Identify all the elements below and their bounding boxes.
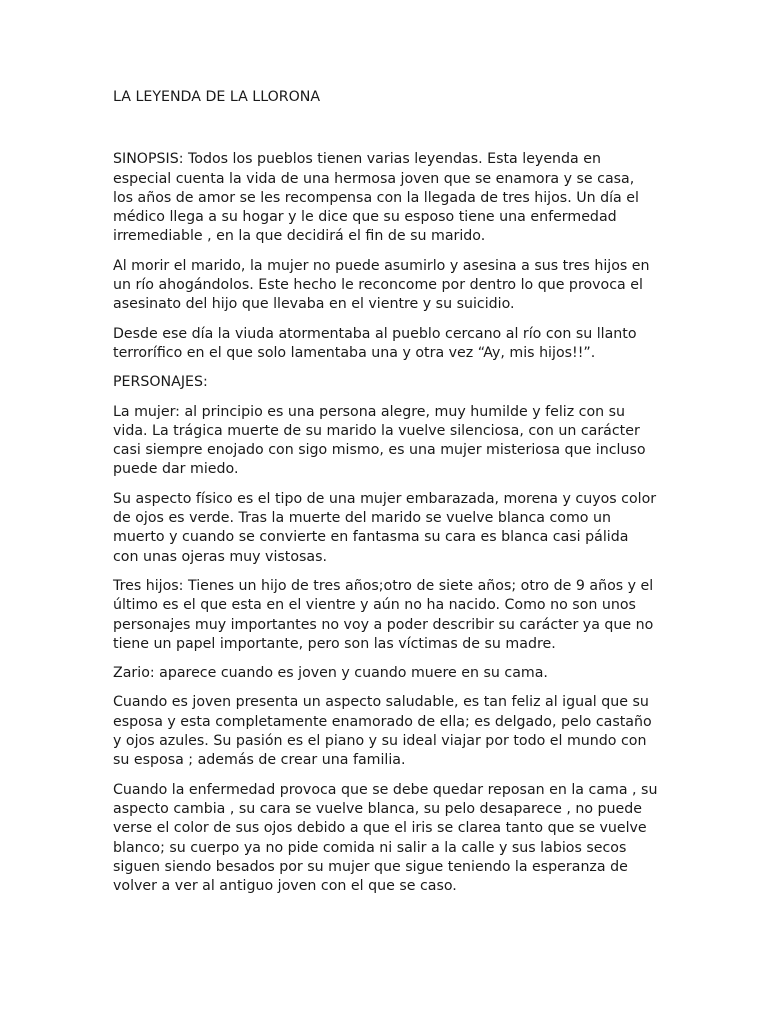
paragraph-zario-illness: Cuando la enfermedad provoca que se debe quedar reposan en la cama , su aspecto cambia , su cara se vuelve blanca, su pelo desaparece , no puede verse el color de sus ojos debido a que el iris se clarea tanto que se vuelve blanco; su cuerpo ya no pide comida ni salir a la calle y sus labios secos siguen siendo besados por su mujer que sigue teniendo la esperanza de volver a ver al antiguo joven con el que se caso. (113, 781, 658, 895)
paragraph-woman-appearance: Su aspecto físico es el tipo de una mujer embarazada, morena y cuyos color de ojos es verde. Tras la muerte del marido se vuelve blanca como un muerto y cuando se convierte en fantasma su cara es blanca casi pálida con unas ojeras muy vistosas. (113, 490, 657, 565)
paragraph-widow-lament: Desde ese día la viuda atormentaba al pueblo cercano al río con su llanto terrorífico en el que solo lamentaba una y otra vez “Ay, mis hijos!!”. (113, 325, 637, 361)
paragraph-character-woman: La mujer: al principio es una persona alegre, muy humilde y feliz con su vida. La trágica muerte de su marido la vuelve silenciosa, con un carácter casi siempre enojado con sigo mismo, es una mujer misteriosa que incluso puede dar miedo. (113, 403, 646, 478)
section-heading-personajes: PERSONAJES: (113, 374, 208, 391)
paragraph-zario-young: Cuando es joven presenta un aspecto saludable, es tan feliz al igual que su esposa y esta completamente enamorado de ella; es delgado, pelo castaño y ojos azules. Su pasión es el piano y su ideal viajar por todo el mundo con su esposa ; además de crear una familia. (113, 694, 652, 769)
document-title: LA LEYENDA DE LA LLORONA (113, 89, 321, 105)
paragraph-sinopsis: SINOPSIS: Todos los pueblos tienen varias leyendas. Esta leyenda en especial cuenta la vida de una hermosa joven que se enamora y se casa, los años de amor se les recompensa con la llegada de tres hijos. Un día el médico llega a su hogar y le dice que su esposo tiene una enfermedad irremediable , en la que decidirá el fin de su marido. (113, 151, 639, 245)
document-body (113, 88, 658, 906)
paragraph-death-of-husband: Al morir el marido, la mujer no puede asumirlo y asesina a sus tres hijos en un río ahogándolos. Este hecho le reconcome por dentro lo que provoca el asesinato del hijo que llevaba en el vientre y su suicidio. (113, 257, 650, 313)
paragraph-character-children: Tres hijos: Tienes un hijo de tres años;otro de siete años; otro de 9 años y el último es el que esta en el vientre y aún no ha nacido. Como no son unos personajes muy importantes no voy a poder describir su carácter ya que no tiene un papel importante, pero son las víctimas de su madre. (113, 577, 654, 652)
paragraph-character-zario: Zario: aparece cuando es joven y cuando muere en su cama. (113, 665, 548, 682)
